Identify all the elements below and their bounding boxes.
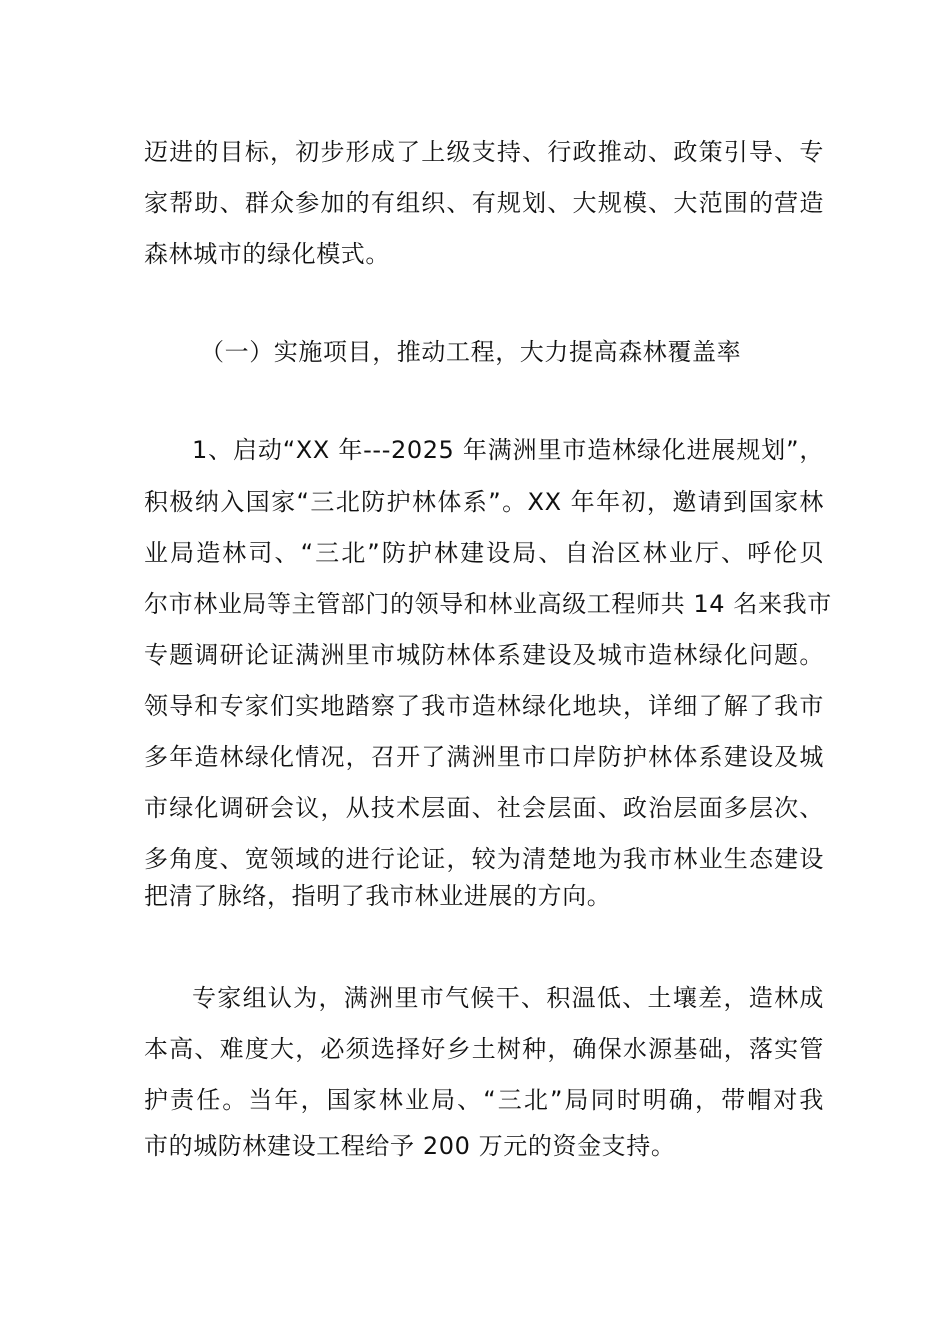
text-line: 专题调研论证满洲里市城防林体系建设及城市造林绿化问题。	[144, 641, 824, 669]
text-line: 市绿化调研会议，从技术层面、社会层面、政治层面多层次、	[144, 794, 824, 822]
section-heading: （一）实施项目，推动工程，大力提高森林覆盖率	[200, 338, 742, 366]
text-line: 把清了脉络，指明了我市林业进展的方向。	[144, 882, 612, 910]
text-line: 积极纳入国家“三北防护林体系”。XX 年年初，邀请到国家林	[144, 488, 824, 516]
text-line: 多年造林绿化情况，召开了满洲里市口岸防护林体系建设及城	[144, 743, 824, 771]
text-line: 迈进的目标，初步形成了上级支持、行政推动、政策引导、专	[144, 138, 824, 166]
text-line: 护责任。当年，国家林业局、“三北”局同时明确，带帽对我	[144, 1086, 824, 1114]
text-line: 尔市林业局等主管部门的领导和林业高级工程师共 14 名来我市	[144, 590, 832, 618]
text-line: 多角度、宽领域的进行论证，较为清楚地为我市林业生态建设	[144, 845, 824, 873]
text-line: 专家组认为，满洲里市气候干、积温低、土壤差，造林成	[192, 984, 824, 1012]
text-line: 领导和专家们实地踏察了我市造林绿化地块，详细了解了我市	[144, 692, 824, 720]
text-line: 市的城防林建设工程给予 200 万元的资金支持。	[144, 1132, 676, 1160]
text-line: 森林城市的绿化模式。	[144, 240, 390, 268]
text-line: 业局造林司、“三北”防护林建设局、自治区林业厅、呼伦贝	[144, 539, 824, 567]
text-line: 本高、难度大，必须选择好乡土树种，确保水源基础，落实管	[144, 1035, 824, 1063]
text-line: 家帮助、群众参加的有组织、有规划、大规模、大范围的营造	[144, 189, 824, 217]
text-line: 1、启动“XX 年---2025 年满洲里市造林绿化进展规划”，	[192, 436, 824, 464]
